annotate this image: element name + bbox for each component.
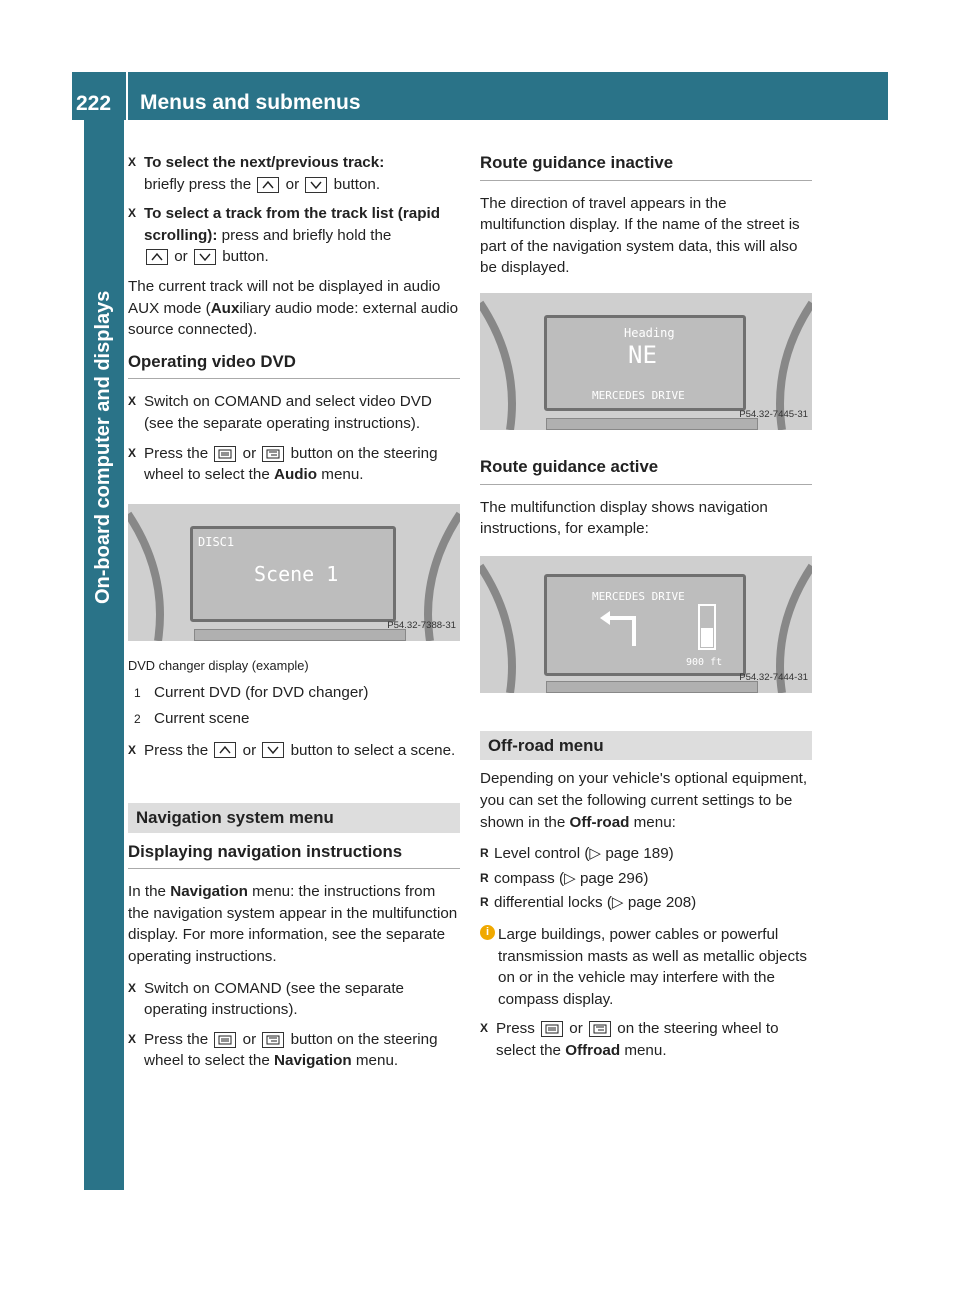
display-heading-label: Heading [624,325,675,340]
up-arrow-button-icon [214,742,236,758]
display-street: MERCEDES DRIVE [592,589,685,603]
down-arrow-button-icon [194,249,216,265]
step-lead: To select a track from the track list (rapid scrolling): [144,205,440,244]
route-active-paragraph: The multifunction display shows navigation instructions, for example: [480,498,768,538]
image-code: P54.32-7445-31 [739,409,808,421]
menu-left-button-icon [214,1032,236,1048]
display-distance: 900 ft [686,656,723,668]
image-code: P54.32-7388-31 [387,620,456,632]
image-code: P54.32-7444-31 [739,672,808,684]
step-select-offroad: X Press or on the steering wheel to select the Offroad menu. [480,1018,812,1061]
page-number: 222 [76,92,112,115]
legend-item-1: 1 Current DVD (for DVD changer) [128,682,460,704]
display-street: MERCEDES DRIVE [592,388,685,402]
heading-route-active: Route guidance active [480,456,812,485]
sidebar-tab [84,120,124,1190]
up-arrow-button-icon [146,249,168,265]
list-item: R Level control (▷ page 189) [480,845,674,863]
right-column [480,152,812,1069]
heading-navigation-instructions: Displaying navigation instructions [128,841,460,870]
info-note: i Large buildings, power cables or powerful transmission masts as well as metallic objects on or in the vehicle may interfere with the compass display. [480,924,812,1010]
step-track-list [128,203,460,268]
heading-offroad-menu: Off-road menu [480,731,812,761]
down-arrow-button-icon [262,742,284,758]
turn-left-arrow-icon [598,608,644,648]
list-item: R differential locks (▷ page 208) [480,894,697,912]
display-scene-label: Scene 1 [254,561,339,586]
menu-right-button-icon [262,1032,284,1048]
step-text: press and briefly hold the [221,226,392,244]
page-ref-arrow-icon: ▷ [589,845,602,863]
page-ref-arrow-icon: ▷ [564,869,576,887]
offroad-paragraph: Depending on your vehicle's optional equipment, you can set the following current settings to be shown in the Off-road menu: [480,770,808,831]
step-text: button. [333,175,381,193]
heading-route-inactive: Route guidance inactive [480,152,812,181]
display-bottom-bar [546,418,758,430]
section-title: Menus and submenus [140,91,361,114]
heading-navigation-menu: Navigation system menu [128,803,460,833]
aux-note: The current track will not be displayed in audio AUX mode (Auxiliary audio mode: external audio source connected). [128,277,459,339]
display-bottom-bar [194,629,406,641]
step-next-track [128,152,460,195]
display-disc-label: DISC1 [198,534,235,549]
step-text: button. [222,248,269,266]
distance-bar-icon [698,604,716,650]
menu-right-button-icon [262,446,284,462]
list-item: R compass (▷ page 296) [480,869,649,887]
up-arrow-button-icon [257,177,279,193]
page-ref-arrow-icon: ▷ [611,894,624,912]
step-text: or [174,248,188,266]
navigation-display-image [480,556,812,693]
marker-1: 1 [134,686,141,701]
menu-left-button-icon [214,446,236,462]
display-bottom-bar [546,681,758,693]
step-text: briefly press the [144,175,252,193]
image-caption: DVD changer display (example) [128,657,309,673]
step-lead: To select the next/previous track: [144,154,385,171]
down-arrow-button-icon [305,177,327,193]
step-text: or [285,175,300,193]
dvd-display-image [128,504,460,641]
marker-2: 2 [134,711,141,726]
navigation-paragraph: In the Navigation menu: the instructions from the navigation system appear in the multifunction display. For more information, see the separate operating instructions. [128,883,458,966]
menu-right-button-icon [589,1021,611,1037]
step-switch-on-comand-nav: X Switch on COMAND (see the separate operating instructions). [128,978,460,1021]
step-select-navigation: X Press the or button on the steering wheel to select the Navigation menu. [128,1029,460,1072]
menu-left-button-icon [541,1021,563,1037]
legend-item-2: 2 Current scene [128,708,460,730]
heading-video-dvd: Operating video DVD [128,351,460,380]
route-inactive-paragraph: The direction of travel appears in the multifunction display. If the name of the street is part of the navigation system data, this will also be displayed. [480,194,800,277]
step-select-audio: X Press the or button on the steering wheel to select the Audio menu. [128,443,460,486]
sidebar-chapter-title: On-board computer and displays [92,290,114,604]
display-direction: NE [628,340,657,369]
step-switch-on-comand: X Switch on COMAND and select video DVD (see the separate operating instructions). [128,391,460,434]
step-select-scene: X Press the or button to select a scene. [128,740,460,762]
info-icon: i [480,925,495,940]
left-column [128,152,460,1080]
header-divider [126,72,128,120]
heading-display-image [480,293,812,430]
